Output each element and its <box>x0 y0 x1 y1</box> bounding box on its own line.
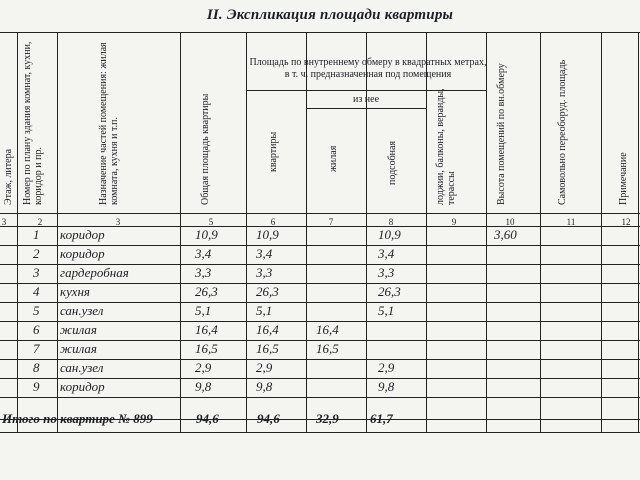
header-total-area: Общая площадь квартиры <box>200 93 211 205</box>
grid-line <box>601 32 602 432</box>
cell-num: 3 <box>33 265 40 280</box>
column-number: 11 <box>566 217 576 227</box>
grid-line <box>638 32 639 432</box>
column-number: 7 <box>328 217 334 227</box>
cell-aux: 10,9 <box>378 227 401 242</box>
grid-line <box>426 32 427 432</box>
grid-line <box>0 32 640 33</box>
grid-line <box>246 32 247 432</box>
totals-flat-area: 94,6 <box>257 411 280 426</box>
cell-flat: 16,5 <box>256 341 279 356</box>
cell-total: 16,5 <box>195 341 218 356</box>
header-aux-area: подсобная <box>387 140 398 185</box>
cell-aux: 5,1 <box>378 303 395 318</box>
grid-line <box>366 32 367 432</box>
cell-name: коридор <box>60 379 105 394</box>
column-number: 3 <box>115 217 121 227</box>
cell-aux: 3,3 <box>378 265 395 280</box>
cell-total: 10,9 <box>195 227 218 242</box>
cell-num: 1 <box>33 227 40 242</box>
cell-num: 6 <box>33 322 40 337</box>
cell-name: сан.узел <box>60 360 104 375</box>
grid-line <box>306 108 426 109</box>
cell-living: 16,5 <box>316 341 339 356</box>
cell-aux: 3,4 <box>378 246 395 261</box>
cell-total: 3,4 <box>195 246 212 261</box>
column-number: 5 <box>208 217 214 227</box>
cell-total: 2,9 <box>195 360 212 375</box>
cell-num: 2 <box>33 246 40 261</box>
grid-line <box>180 32 181 432</box>
cell-name: коридор <box>60 227 105 242</box>
header-height: Высота помещений по вн.обмеру <box>496 63 507 205</box>
cell-num: 7 <box>33 341 40 356</box>
cell-total: 9,8 <box>195 379 212 394</box>
column-number: 6 <box>270 217 276 227</box>
cell-num: 8 <box>33 360 40 375</box>
cell-flat: 26,3 <box>256 284 279 299</box>
cell-name: сан.узел <box>60 303 104 318</box>
cell-total: 5,1 <box>195 303 212 318</box>
cell-num: 4 <box>33 284 40 299</box>
grid-line <box>486 32 487 432</box>
cell-aux: 9,8 <box>378 379 395 394</box>
cell-total: 3,3 <box>195 265 212 280</box>
cell-name: жилая <box>60 322 97 337</box>
header-loggias: лоджии, балконы, веранды, терассы <box>435 88 457 205</box>
header-note: Примечание <box>618 152 629 205</box>
grid-line <box>0 213 640 214</box>
cell-name: жилая <box>60 341 97 356</box>
grid-line <box>540 32 541 432</box>
grid-line <box>17 32 18 432</box>
cell-flat: 9,8 <box>256 379 273 394</box>
column-number: 9 <box>451 217 457 227</box>
cell-name: гардеробная <box>60 265 129 280</box>
cell-total: 16,4 <box>195 322 218 337</box>
totals-total-area: 94,6 <box>196 411 219 426</box>
grid-line <box>0 432 640 433</box>
header-area-group: Площадь по внутреннему обмеру в квадратных метрах, в т. ч. предназначенная под помещения <box>249 57 487 80</box>
cell-flat: 10,9 <box>256 227 279 242</box>
grid-line <box>0 283 640 284</box>
grid-line <box>306 32 307 432</box>
document-title: II. Экспликация площади квартиры <box>206 7 454 23</box>
header-room-purpose: Назначение частей помещения: жилая комната, кухня и т.п. <box>98 42 120 205</box>
cell-flat: 3,4 <box>256 246 273 261</box>
cell-living: 16,4 <box>316 322 339 337</box>
header-room-number: Номер по плану здания комнат, кухни, коридор и пр. <box>22 41 44 205</box>
column-number: 10 <box>505 217 515 227</box>
cell-flat: 3,3 <box>256 265 273 280</box>
cell-total: 26,3 <box>195 284 218 299</box>
column-number: 3 <box>1 217 7 227</box>
header-flat-area: квартиры <box>268 131 279 172</box>
totals-aux-area: 61,7 <box>370 411 393 426</box>
totals-living-area: 32,9 <box>316 411 339 426</box>
header-living-area: жилая <box>328 145 339 172</box>
grid-line <box>0 397 640 398</box>
totals-label: Итого по квартире № 899 <box>2 411 153 426</box>
header-self-reequipped: Самовольно переоборуд. площадь <box>557 59 568 205</box>
cell-num: 9 <box>33 379 40 394</box>
cell-flat: 16,4 <box>256 322 279 337</box>
header-floor: Этаж, литера <box>3 148 14 205</box>
cell-num: 5 <box>33 303 40 318</box>
cell-name: кухня <box>60 284 90 299</box>
column-number: 8 <box>388 217 394 227</box>
cell-name: коридор <box>60 246 105 261</box>
column-number: 2 <box>37 217 43 227</box>
column-number: 12 <box>621 217 631 227</box>
cell-aux: 2,9 <box>378 360 395 375</box>
grid-line <box>57 32 58 432</box>
cell-flat: 5,1 <box>256 303 273 318</box>
cell-height: 3,60 <box>494 227 517 242</box>
header-of-which: из нее <box>352 94 380 105</box>
cell-flat: 2,9 <box>256 360 273 375</box>
cell-aux: 26,3 <box>378 284 401 299</box>
